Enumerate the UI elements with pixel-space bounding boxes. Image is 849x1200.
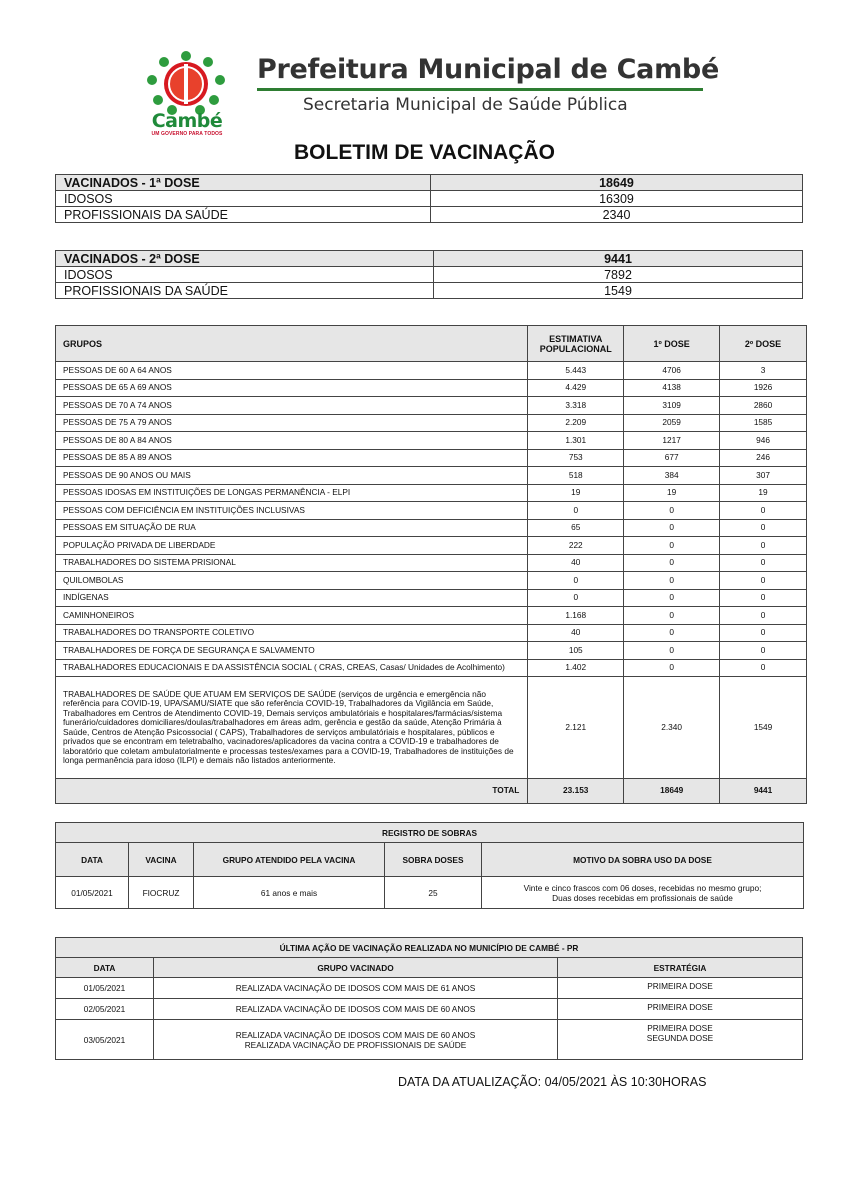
group-dose2: 1585 bbox=[720, 414, 807, 432]
group-estimate: 518 bbox=[528, 467, 624, 485]
col-header-sobra: SOBRA DOSES bbox=[385, 843, 482, 877]
update-timestamp: DATA DA ATUALIZAÇÃO: 04/05/2021 ÀS 10:30HORAS bbox=[398, 1075, 707, 1089]
group-name: PESSOAS DE 75 A 79 ANOS bbox=[56, 414, 528, 432]
table-row bbox=[56, 449, 807, 467]
total-dose1: 18649 bbox=[624, 779, 720, 804]
table-row bbox=[56, 1020, 803, 1060]
group-name: PESSOAS DE 60 A 64 ANOS bbox=[56, 362, 528, 380]
col-header-data: DATA bbox=[56, 958, 154, 978]
group-dose2: 0 bbox=[720, 537, 807, 555]
group-dose1: 0 bbox=[624, 589, 720, 607]
group-name: TRABALHADORES DO TRANSPORTE COLETIVO bbox=[56, 624, 528, 642]
sobras-table bbox=[55, 822, 804, 909]
ultima-acao-table bbox=[55, 937, 803, 1060]
sobra-motivo-line: Duas doses recebidas em profissionais de saúde bbox=[552, 892, 733, 903]
col-header-motivo: MOTIVO DA SOBRA USO DA DOSE bbox=[482, 843, 804, 877]
table-row-health-workers bbox=[56, 677, 807, 779]
group-dose2: 2860 bbox=[720, 397, 807, 415]
acao-data: 02/05/2021 bbox=[56, 999, 154, 1020]
group-dose1: 677 bbox=[624, 449, 720, 467]
sobra-vacina: FIOCRUZ bbox=[129, 877, 194, 909]
acao-estrategia: PRIMEIRA DOSE bbox=[558, 978, 803, 999]
col-header-grupo-vacinado: GRUPO VACINADO bbox=[154, 958, 558, 978]
table-row bbox=[56, 362, 807, 380]
sobra-motivo-line: Vinte e cinco frascos com 06 doses, recebidas no mesmo grupo; bbox=[523, 882, 762, 893]
group-dose1: 0 bbox=[624, 572, 720, 590]
group-name: PESSOAS DE 85 A 89 ANOS bbox=[56, 449, 528, 467]
row-label: IDOSOS bbox=[56, 267, 434, 283]
group-dose1: 4706 bbox=[624, 362, 720, 380]
table-row bbox=[56, 414, 807, 432]
group-estimate: 0 bbox=[528, 589, 624, 607]
group-name: QUILOMBOLAS bbox=[56, 572, 528, 590]
acao-estrategia-line: PRIMEIRA DOSE bbox=[647, 1023, 713, 1033]
table-row-total bbox=[56, 779, 807, 804]
group-dose2: 0 bbox=[720, 659, 807, 677]
group-dose2: 0 bbox=[720, 502, 807, 520]
total-dose2: 9441 bbox=[720, 779, 807, 804]
group-dose1: 19 bbox=[624, 484, 720, 502]
group-estimate: 2.209 bbox=[528, 414, 624, 432]
table-row bbox=[56, 537, 807, 555]
group-dose2: 0 bbox=[720, 642, 807, 660]
group-estimate: 40 bbox=[528, 554, 624, 572]
row-value: 1549 bbox=[434, 283, 803, 299]
group-name: TRABALHADORES DE SAÚDE QUE ATUAM EM SERVIÇOS DE SAÚDE (serviços de urgência e emergência não referência para COVID-19, UPA/SAMU/SIATE que são referência COVID-19, Trabalhadores da Vigilância em Saúde, Trabalhadores em Centros de Atendimento COVID-19, Demais serviços ambulatóriais e hospitalares/farmácias/sistema funerário/cuidadores domiciliares/doulas/trabalhadores em áreas adm, gerência e gestão da saúde, Atenção Primária à Saúde, Centros de Atenção Psicossocial ( CAPS), Trabalhadores de serviços ambulatóriais e hospitalares, públicos e privados que se encontram em teletrabalho, vacinadores/aplicadores da vacina contra a COVID-19 e trabalhadores de laboratório que coletam ambulatorialmente e processas testes/exames para a COVID-19, Trabalhadores de instituições de longa permanência para idoso (ILPI) e demais não listados anteriormente. bbox=[56, 677, 528, 779]
col-header-dose1: 1º DOSE bbox=[624, 326, 720, 362]
group-estimate: 1.168 bbox=[528, 607, 624, 625]
table-row bbox=[56, 642, 807, 660]
group-estimate: 753 bbox=[528, 449, 624, 467]
table-row bbox=[56, 467, 807, 485]
group-estimate: 40 bbox=[528, 624, 624, 642]
table-row bbox=[56, 607, 807, 625]
group-estimate: 65 bbox=[528, 519, 624, 537]
group-estimate: 1.402 bbox=[528, 659, 624, 677]
dept-subtitle: Secretaria Municipal de Saúde Pública bbox=[303, 95, 628, 115]
total-label: TOTAL bbox=[56, 779, 528, 804]
sobra-data: 01/05/2021 bbox=[56, 877, 129, 909]
row-value: 2340 bbox=[431, 207, 803, 223]
group-dose2: 1549 bbox=[720, 677, 807, 779]
table-header-row bbox=[56, 958, 803, 978]
total-estimate: 23.153 bbox=[528, 779, 624, 804]
group-dose2: 0 bbox=[720, 589, 807, 607]
group-dose1: 0 bbox=[624, 607, 720, 625]
group-estimate: 0 bbox=[528, 502, 624, 520]
acao-estrategia-line: SEGUNDA DOSE bbox=[646, 1033, 714, 1043]
group-name: PESSOAS DE 70 A 74 ANOS bbox=[56, 397, 528, 415]
ultima-caption: ÚLTIMA AÇÃO DE VACINAÇÃO REALIZADA NO MUNICÍPIO DE CAMBÉ - PR bbox=[56, 938, 803, 958]
group-name: PESSOAS DE 80 A 84 ANOS bbox=[56, 432, 528, 450]
table-row bbox=[56, 999, 803, 1020]
group-name: PESSOAS DE 90 ANOS OU MAIS bbox=[56, 467, 528, 485]
group-estimate: 5.443 bbox=[528, 362, 624, 380]
table-row bbox=[56, 207, 803, 223]
table-row bbox=[56, 283, 803, 299]
group-name: PESSOAS DE 65 A 69 ANOS bbox=[56, 379, 528, 397]
sobra-motivo bbox=[482, 877, 804, 909]
groups-table-body bbox=[56, 362, 807, 677]
group-name: TRABALHADORES DE FORÇA DE SEGURANÇA E SALVAMENTO bbox=[56, 642, 528, 660]
acao-estrategia bbox=[558, 1020, 803, 1060]
dose1-label: VACINADOS - 1ª DOSE bbox=[56, 175, 431, 191]
table-row bbox=[56, 502, 807, 520]
group-dose1: 2.340 bbox=[624, 677, 720, 779]
group-dose2: 946 bbox=[720, 432, 807, 450]
group-estimate: 222 bbox=[528, 537, 624, 555]
group-name: TRABALHADORES EDUCACIONAIS E DA ASSISTÊNCIA SOCIAL ( CRAS, CREAS, Casas/ Unidades de Acolhimento) bbox=[56, 659, 528, 677]
group-dose2: 0 bbox=[720, 572, 807, 590]
group-dose1: 0 bbox=[624, 519, 720, 537]
col-header-grupo: GRUPO ATENDIDO PELA VACINA bbox=[194, 843, 385, 877]
table-row bbox=[56, 519, 807, 537]
group-dose2: 1926 bbox=[720, 379, 807, 397]
col-header-estimativa: ESTIMATIVA POPULACIONAL bbox=[528, 326, 624, 362]
group-name: PESSOAS COM DEFICIÊNCIA EM INSTITUIÇÕES INCLUSIVAS bbox=[56, 502, 528, 520]
table-row bbox=[56, 624, 807, 642]
table-row bbox=[56, 251, 803, 267]
group-name: TRABALHADORES DO SISTEMA PRISIONAL bbox=[56, 554, 528, 572]
acao-grupo bbox=[154, 1020, 558, 1060]
acao-grupo-line: REALIZADA VACINAÇÃO DE PROFISSIONAIS DE SAÚDE bbox=[244, 1039, 467, 1050]
group-dose1: 0 bbox=[624, 502, 720, 520]
table-row bbox=[56, 589, 807, 607]
group-dose1: 384 bbox=[624, 467, 720, 485]
sobras-caption: REGISTRO DE SOBRAS bbox=[56, 823, 804, 843]
table-caption-row bbox=[56, 823, 804, 843]
table-row bbox=[56, 572, 807, 590]
col-header-estrategia: ESTRATÉGIA bbox=[558, 958, 803, 978]
group-dose1: 3109 bbox=[624, 397, 720, 415]
page-title: BOLETIM DE VACINAÇÃO bbox=[294, 141, 555, 164]
table-row bbox=[56, 175, 803, 191]
group-dose2: 19 bbox=[720, 484, 807, 502]
table-row bbox=[56, 659, 807, 677]
logo-slogan: UM GOVERNO PARA TODOS bbox=[151, 131, 223, 137]
dose2-label: VACINADOS - 2ª DOSE bbox=[56, 251, 434, 267]
row-value: 16309 bbox=[431, 191, 803, 207]
group-dose1: 0 bbox=[624, 554, 720, 572]
table-row bbox=[56, 267, 803, 283]
group-dose1: 0 bbox=[624, 642, 720, 660]
acao-data: 01/05/2021 bbox=[56, 978, 154, 999]
group-name: PESSOAS EM SITUAÇÃO DE RUA bbox=[56, 519, 528, 537]
table-row bbox=[56, 432, 807, 450]
sobra-grupo: 61 anos e mais bbox=[194, 877, 385, 909]
dose2-total: 9441 bbox=[434, 251, 803, 267]
group-estimate: 3.318 bbox=[528, 397, 624, 415]
groups-table bbox=[55, 325, 807, 804]
acao-grupo: REALIZADA VACINAÇÃO DE IDOSOS COM MAIS DE 60 ANOS bbox=[154, 999, 558, 1020]
table-caption-row bbox=[56, 938, 803, 958]
group-dose2: 307 bbox=[720, 467, 807, 485]
table-row bbox=[56, 397, 807, 415]
group-dose2: 0 bbox=[720, 624, 807, 642]
group-dose1: 4138 bbox=[624, 379, 720, 397]
row-value: 7892 bbox=[434, 267, 803, 283]
group-dose2: 246 bbox=[720, 449, 807, 467]
acao-estrategia: PRIMEIRA DOSE bbox=[558, 999, 803, 1020]
logo-name: Cambé bbox=[151, 110, 223, 132]
table-header-row bbox=[56, 843, 804, 877]
table-row bbox=[56, 484, 807, 502]
group-dose2: 0 bbox=[720, 519, 807, 537]
row-label: PROFISSIONAIS DA SAÚDE bbox=[56, 207, 431, 223]
acao-grupo-line: REALIZADA VACINAÇÃO DE IDOSOS COM MAIS DE 60 ANOS bbox=[235, 1029, 476, 1040]
group-name: INDÍGENAS bbox=[56, 589, 528, 607]
group-dose2: 3 bbox=[720, 362, 807, 380]
acao-grupo: REALIZADA VACINAÇÃO DE IDOSOS COM MAIS DE 61 ANOS bbox=[154, 978, 558, 999]
acao-data: 03/05/2021 bbox=[56, 1020, 154, 1060]
table-row bbox=[56, 191, 803, 207]
group-dose1: 0 bbox=[624, 537, 720, 555]
table-row bbox=[56, 379, 807, 397]
group-dose1: 0 bbox=[624, 624, 720, 642]
col-header-vacina: VACINA bbox=[129, 843, 194, 877]
table-row bbox=[56, 554, 807, 572]
dose1-summary-table bbox=[55, 174, 803, 223]
row-label: PROFISSIONAIS DA SAÚDE bbox=[56, 283, 434, 299]
group-dose1: 0 bbox=[624, 659, 720, 677]
dose1-total: 18649 bbox=[431, 175, 803, 191]
dose2-summary-table bbox=[55, 250, 803, 299]
group-dose1: 1217 bbox=[624, 432, 720, 450]
table-header-row bbox=[56, 326, 807, 362]
sobra-doses: 25 bbox=[385, 877, 482, 909]
org-title: Prefeitura Municipal de Cambé bbox=[257, 54, 719, 85]
col-header-data: DATA bbox=[56, 843, 129, 877]
group-estimate: 19 bbox=[528, 484, 624, 502]
group-estimate: 0 bbox=[528, 572, 624, 590]
group-dose2: 0 bbox=[720, 554, 807, 572]
group-dose2: 0 bbox=[720, 607, 807, 625]
group-estimate: 1.301 bbox=[528, 432, 624, 450]
group-name: PESSOAS IDOSAS EM INSTITUIÇÕES DE LONGAS PERMANÊNCIA - ELPI bbox=[56, 484, 528, 502]
group-name: POPULAÇÃO PRIVADA DE LIBERDADE bbox=[56, 537, 528, 555]
col-header-grupos: GRUPOS bbox=[56, 326, 528, 362]
table-row bbox=[56, 877, 804, 909]
header-divider bbox=[257, 88, 703, 91]
group-name: CAMINHONEIROS bbox=[56, 607, 528, 625]
col-header-dose2: 2º DOSE bbox=[720, 326, 807, 362]
group-dose1: 2059 bbox=[624, 414, 720, 432]
row-label: IDOSOS bbox=[56, 191, 431, 207]
group-estimate: 4.429 bbox=[528, 379, 624, 397]
table-row bbox=[56, 978, 803, 999]
group-estimate: 2.121 bbox=[528, 677, 624, 779]
group-estimate: 105 bbox=[528, 642, 624, 660]
